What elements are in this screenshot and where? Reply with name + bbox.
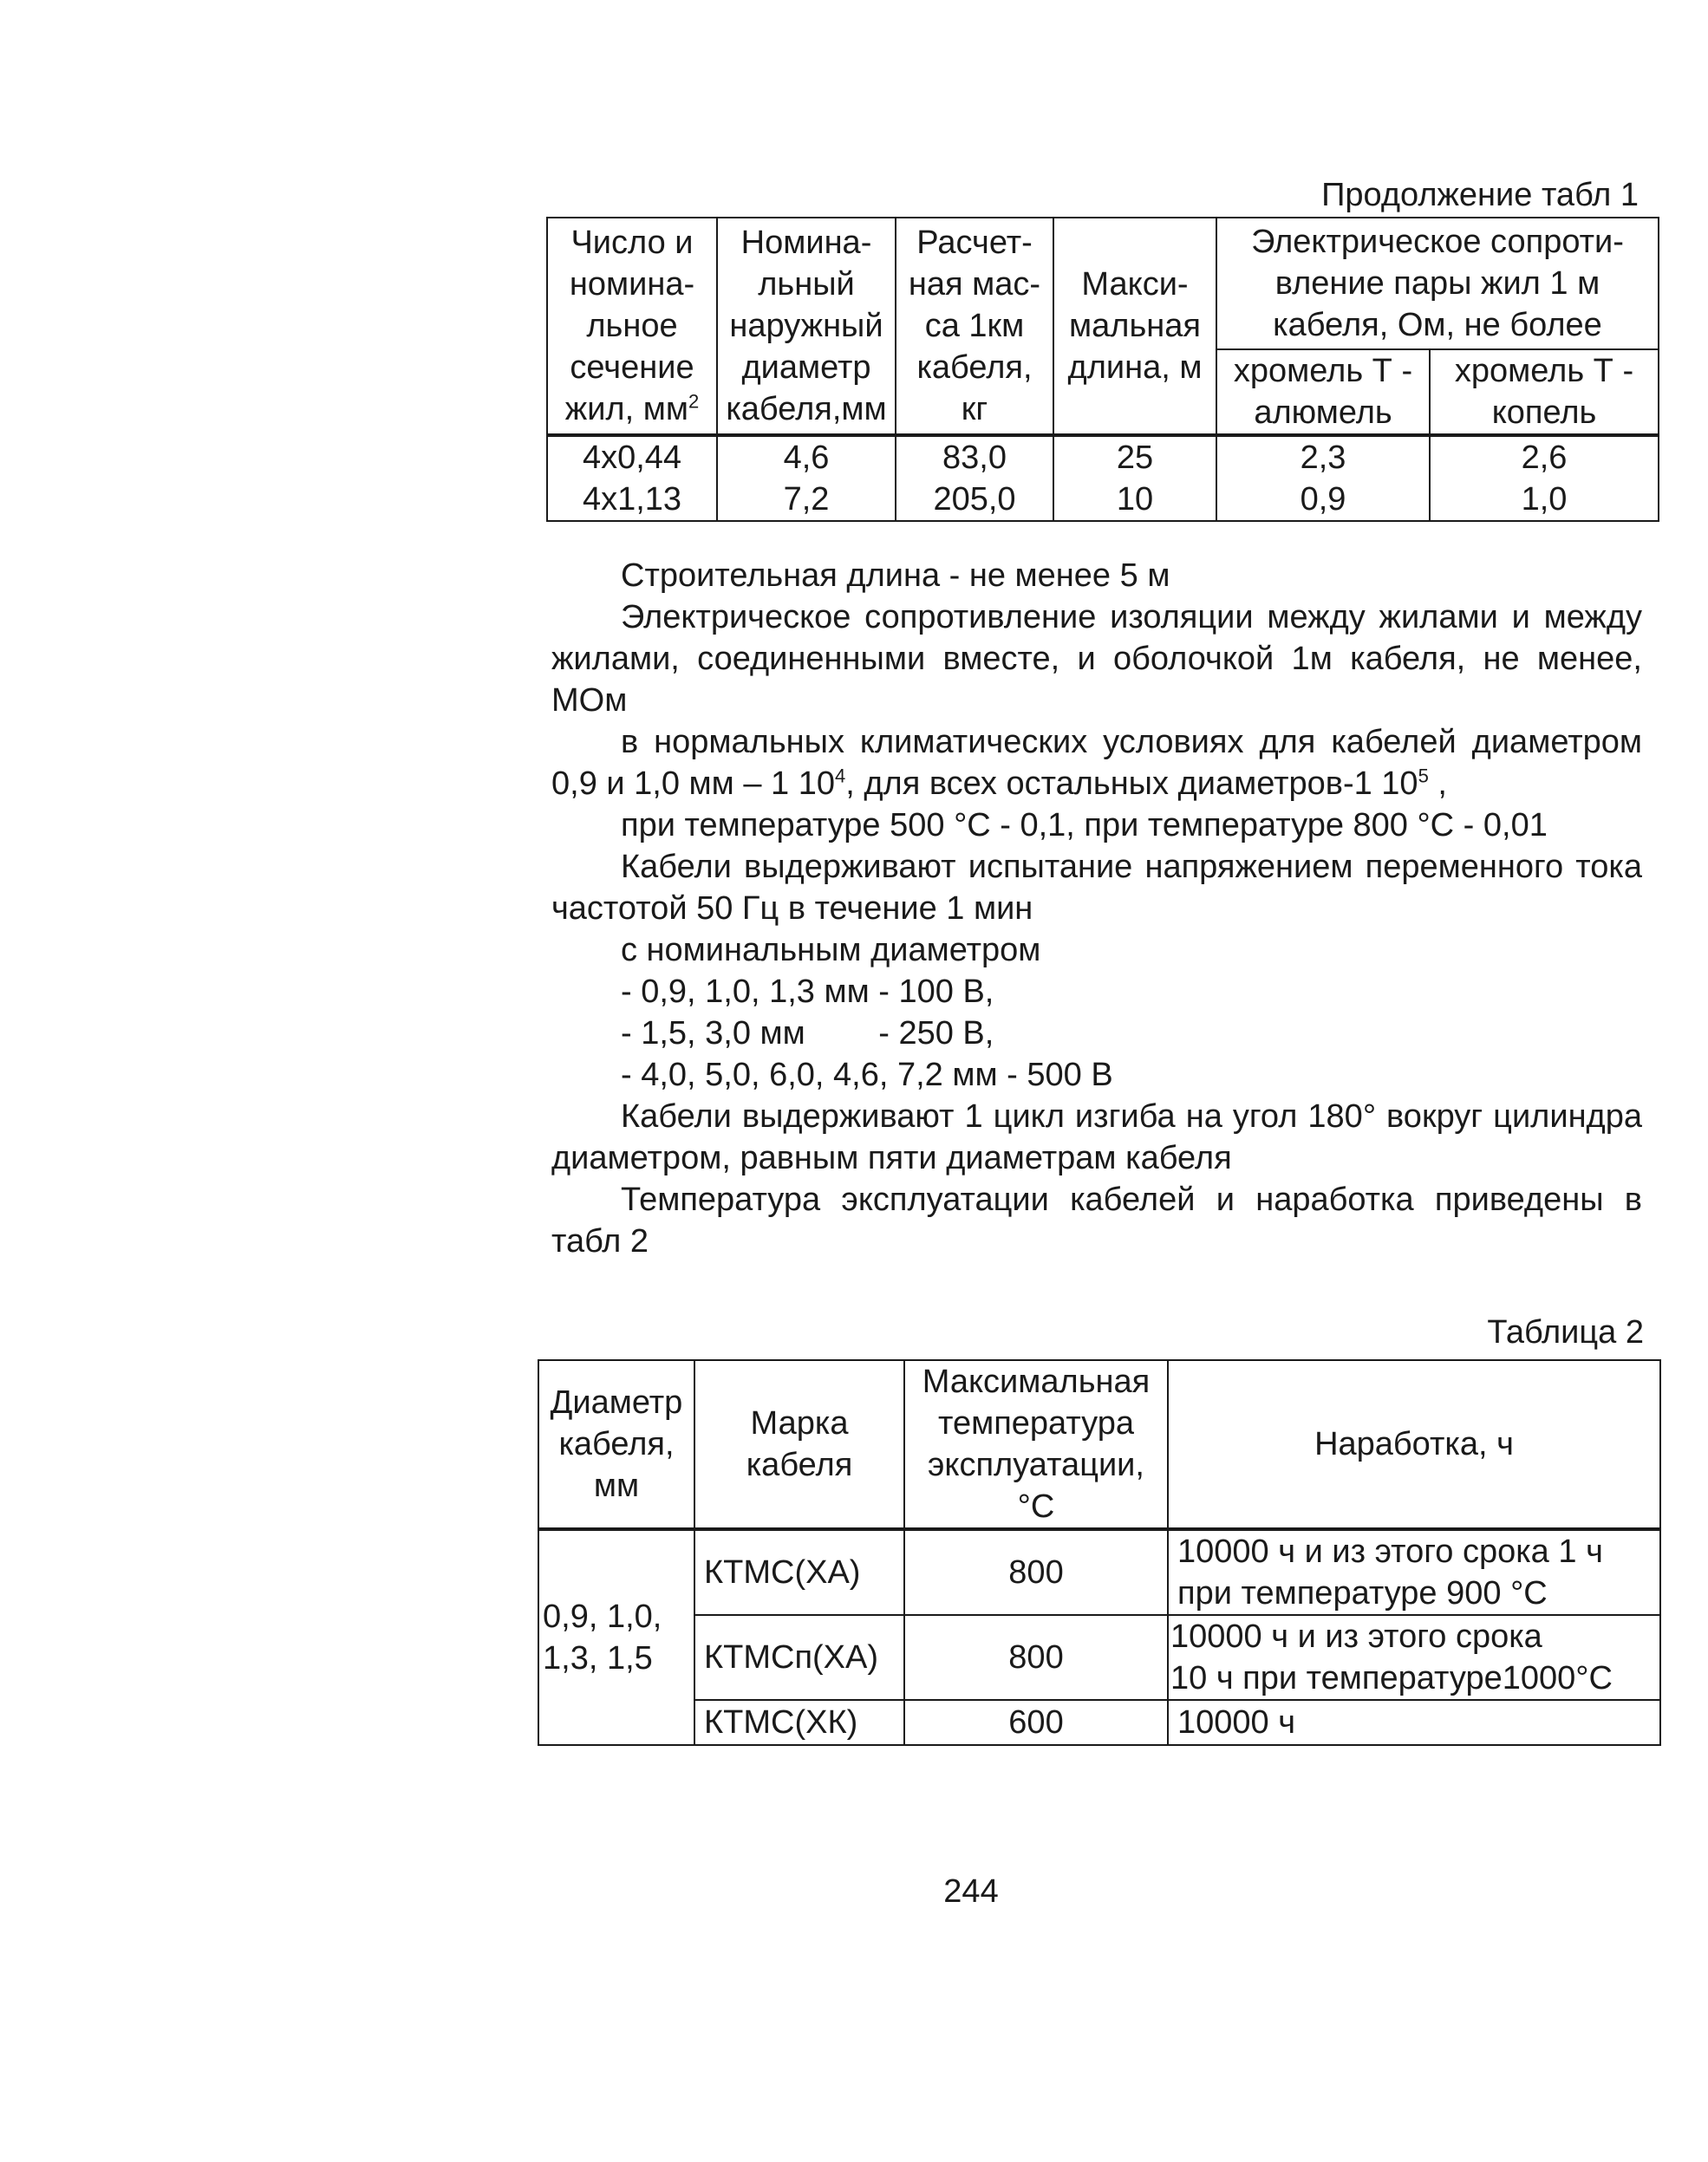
table-row [538, 1700, 1660, 1745]
t1-cell: 2,6 [1430, 435, 1659, 479]
t1-cell: 0,9 [1216, 479, 1430, 521]
t2-cell-brand: КТМС(ХК) [694, 1700, 904, 1745]
t1-header-mass: Расчет- ная мас- са 1км кабеля, кг [896, 218, 1053, 435]
page-number: 244 [943, 1873, 999, 1910]
t2-cell-brand: КТМСп(ХА) [694, 1615, 904, 1700]
paragraph: Кабели выдерживают испытание напряжением переменного тока частотой 50 Гц в течение 1 мин [551, 849, 1642, 927]
table1 [546, 217, 1659, 522]
table1-caption: Продолжение табл 1 [1321, 177, 1639, 213]
table-row [547, 479, 1659, 521]
table-row [538, 1529, 1660, 1615]
t2-cell-brand: КТМС(ХА) [694, 1529, 904, 1615]
t1-cell: 25 [1053, 435, 1216, 479]
t1-cell: 10 [1053, 479, 1216, 521]
paragraph: Электрическое сопротивление изоляции между жилами и между жилами, соединенными вместе, и оболочкой 1м кабеля, не менее, МОм [551, 599, 1642, 719]
paragraph: при температуре 500 °С - 0,1, при температуре 800 °С - 0,01 [621, 807, 1548, 843]
list-item: - 1,5, 3,0 мм - 250 В, [621, 1015, 994, 1052]
paragraph: в нормальных климатических условиях для кабелей диаметром 0,9 и 1,0 мм – 1 $10^4$, для всех остальных диаметров-1 $10^5$ , [551, 724, 1642, 802]
t2-cell-life: 10000 ч и из этого срока 10 ч при температуре1000°С [1168, 1615, 1660, 1700]
t1-cell: 4x0,44 [547, 435, 717, 479]
t2-cell-temp: 800 [904, 1615, 1168, 1700]
table2-caption: Таблица 2 [1487, 1314, 1644, 1351]
paragraph: Строительная длина - не менее 5 м [621, 557, 1170, 594]
list-item: - 0,9, 1,0, 1,3 мм - 100 В, [621, 974, 994, 1010]
t2-cell-diameter: 0,9, 1,0, 1,3, 1,5 [538, 1529, 694, 1745]
paragraph: с номинальным диаметром [621, 932, 1041, 968]
t1-cell: 83,0 [896, 435, 1053, 479]
t1-cell: 7,2 [717, 479, 896, 521]
t1-header-chromel-copel: хромель Т - копель [1430, 349, 1659, 435]
t1-cell: 2,3 [1216, 435, 1430, 479]
t2-cell-life: 10000 ч [1168, 1700, 1660, 1745]
list-item: - 4,0, 5,0, 6,0, 4,6, 7,2 мм - 500 В [621, 1057, 1113, 1093]
t2-cell-life: 10000 ч и из этого срока 1 ч при температуре 900 °С [1168, 1529, 1660, 1615]
t2-cell-temp: 600 [904, 1700, 1168, 1745]
t2-header-brand: Марка кабеля [694, 1360, 904, 1529]
table2 [538, 1359, 1661, 1746]
paragraph: Температура эксплуатации кабелей и наработка приведены в табл 2 [551, 1182, 1642, 1260]
t1-header-resistance-group: Электрическое сопроти- вление пары жил 1 м кабеля, Ом, не более [1216, 218, 1659, 349]
t1-header-section: Число и номина- льное сечение жил, $мм^2$ [547, 218, 717, 435]
t1-cell: 4,6 [717, 435, 896, 479]
table-row [547, 435, 1659, 479]
t1-cell: 4x1,13 [547, 479, 717, 521]
t1-cell: 1,0 [1430, 479, 1659, 521]
t2-cell-temp: 800 [904, 1529, 1168, 1615]
t1-header-diameter: Номина- льный наружный диаметр кабеля,мм [717, 218, 896, 435]
t2-header-max-temp: Максимальная температура эксплуатации, °С [904, 1360, 1168, 1529]
t1-cell: 205,0 [896, 479, 1053, 521]
body-text [551, 555, 1642, 1262]
table-row [538, 1615, 1660, 1700]
t2-header-operating-life: Наработка, ч [1168, 1360, 1660, 1529]
t2-header-diameter: Диаметр кабеля, мм [538, 1360, 694, 1529]
paragraph: Кабели выдерживают 1 цикл изгиба на угол 180° вокруг цилиндра диаметром, равным пяти диаметрам кабеля [551, 1098, 1642, 1176]
t1-header-length: Макси- мальная длина, м [1053, 218, 1216, 435]
t1-header-chromel-alumel: хромель Т - алюмель [1216, 349, 1430, 435]
